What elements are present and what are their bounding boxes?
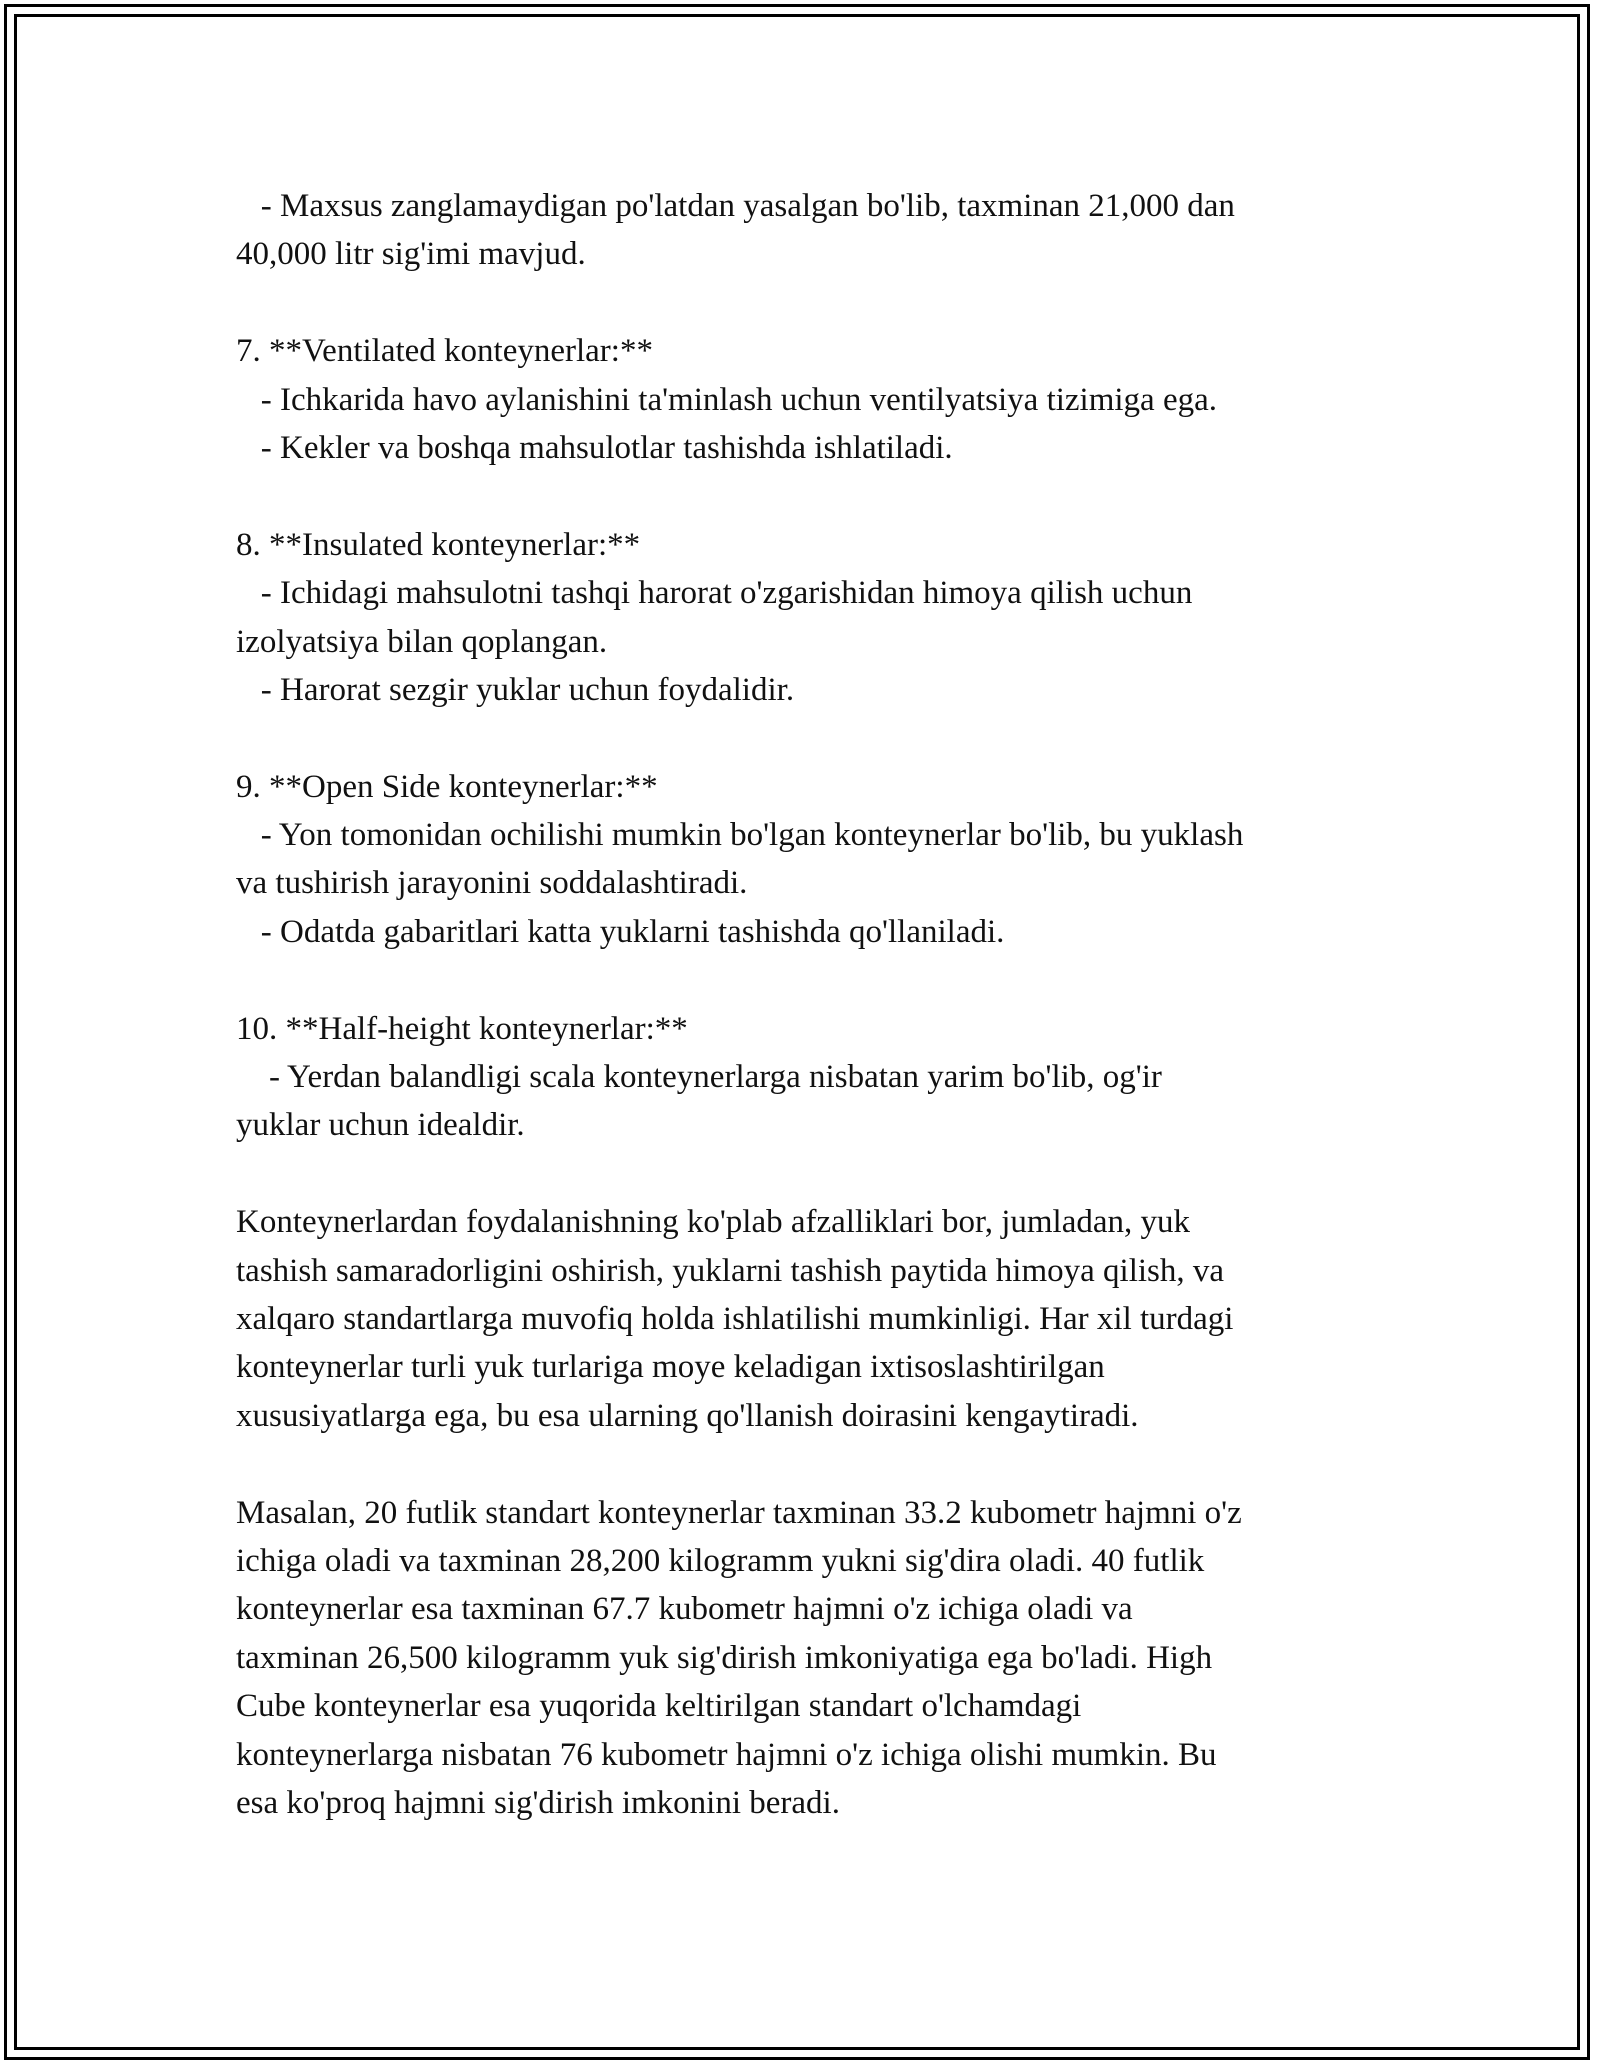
document-body: [236, 182, 1366, 1827]
section-heading-9: 9. **Open Side konteynerlar:**: [236, 768, 658, 805]
text-line: xalqaro standartlarga muvofiq holda ishlatilishi mumkinligi. Har xil turdagi: [236, 1300, 1234, 1337]
text-line: konteynerlarga nisbatan 76 kubometr hajmni o'z ichiga olishi mumkin. Bu: [236, 1736, 1217, 1773]
text-line: ichiga oladi va taxminan 28,200 kilogramm yukni sig'dira oladi. 40 futlik: [236, 1542, 1205, 1579]
text-line: - Harorat sezgir yuklar uchun foydalidir.: [236, 671, 795, 708]
text-line: - Yerdan balandligi scala konteynerlarga nisbatan yarim bo'lib, og'ir: [236, 1059, 1162, 1096]
text-line: 40,000 litr sig'imi mavjud.: [236, 236, 586, 273]
text-line: Konteynerlardan foydalanishning ko'plab afzalliklari bor, jumladan, yuk: [236, 1204, 1191, 1241]
paragraph-gap: [236, 279, 1366, 327]
text-line: - Odatda gabaritlari katta yuklarni tashishda qo'llaniladi.: [236, 913, 1005, 950]
paragraph-gap: [236, 714, 1366, 762]
section-heading-10: 10. **Half-height konteynerlar:**: [236, 1010, 688, 1047]
section-heading-7: 7. **Ventilated konteynerlar:**: [236, 333, 653, 370]
text-line: - Yon tomonidan ochilishi mumkin bo'lgan konteynerlar bo'lib, bu yuklash: [236, 817, 1244, 854]
text-line: yuklar uchun idealdir.: [236, 1107, 525, 1144]
paragraph-gap: [236, 472, 1366, 520]
paragraph-gap: [236, 1150, 1366, 1198]
text-line: Cube konteynerlar esa yuqorida keltirilgan standart o'lchamdagi: [236, 1688, 1082, 1725]
text-line: esa ko'proq hajmni sig'dirish imkonini beradi.: [236, 1784, 840, 1821]
paragraph-gap: [236, 1440, 1366, 1488]
text-line: tashish samaradorligini oshirish, yuklarni tashish paytida himoya qilish, va: [236, 1252, 1225, 1289]
section-heading-8: 8. **Insulated konteynerlar:**: [236, 526, 641, 563]
text-line: va tushirish jarayonini soddalashtiradi.: [236, 865, 748, 902]
text-line: - Ichidagi mahsulotni tashqi harorat o'zgarishidan himoya qilish uchun: [236, 575, 1193, 612]
text-line: konteynerlar turli yuk turlariga moye keladigan ixtisoslashtirilgan: [236, 1349, 1105, 1386]
text-line: konteynerlar esa taxminan 67.7 kubometr hajmni o'z ichiga oladi va: [236, 1591, 1133, 1628]
text-line: taxminan 26,500 kilogramm yuk sig'dirish imkoniyatiga ega bo'ladi. High: [236, 1639, 1213, 1676]
text-line: - Maxsus zanglamaydigan po'latdan yasalgan bo'lib, taxminan 21,000 dan: [236, 188, 1235, 224]
paragraph-gap: [236, 956, 1366, 1004]
text-line: Masalan, 20 futlik standart konteynerlar taxminan 33.2 kubometr hajmni o'z: [236, 1494, 1242, 1531]
text-line: - Kekler va boshqa mahsulotlar tashishda ishlatiladi.: [236, 429, 953, 466]
text-line: xususiyatlarga ega, bu esa ularning qo'llanish doirasini kengaytiradi.: [236, 1397, 1139, 1434]
text-line: izolyatsiya bilan qoplangan.: [236, 623, 608, 660]
text-line: - Ichkarida havo aylanishini ta'minlash uchun ventilyatsiya tizimiga ega.: [236, 381, 1217, 418]
